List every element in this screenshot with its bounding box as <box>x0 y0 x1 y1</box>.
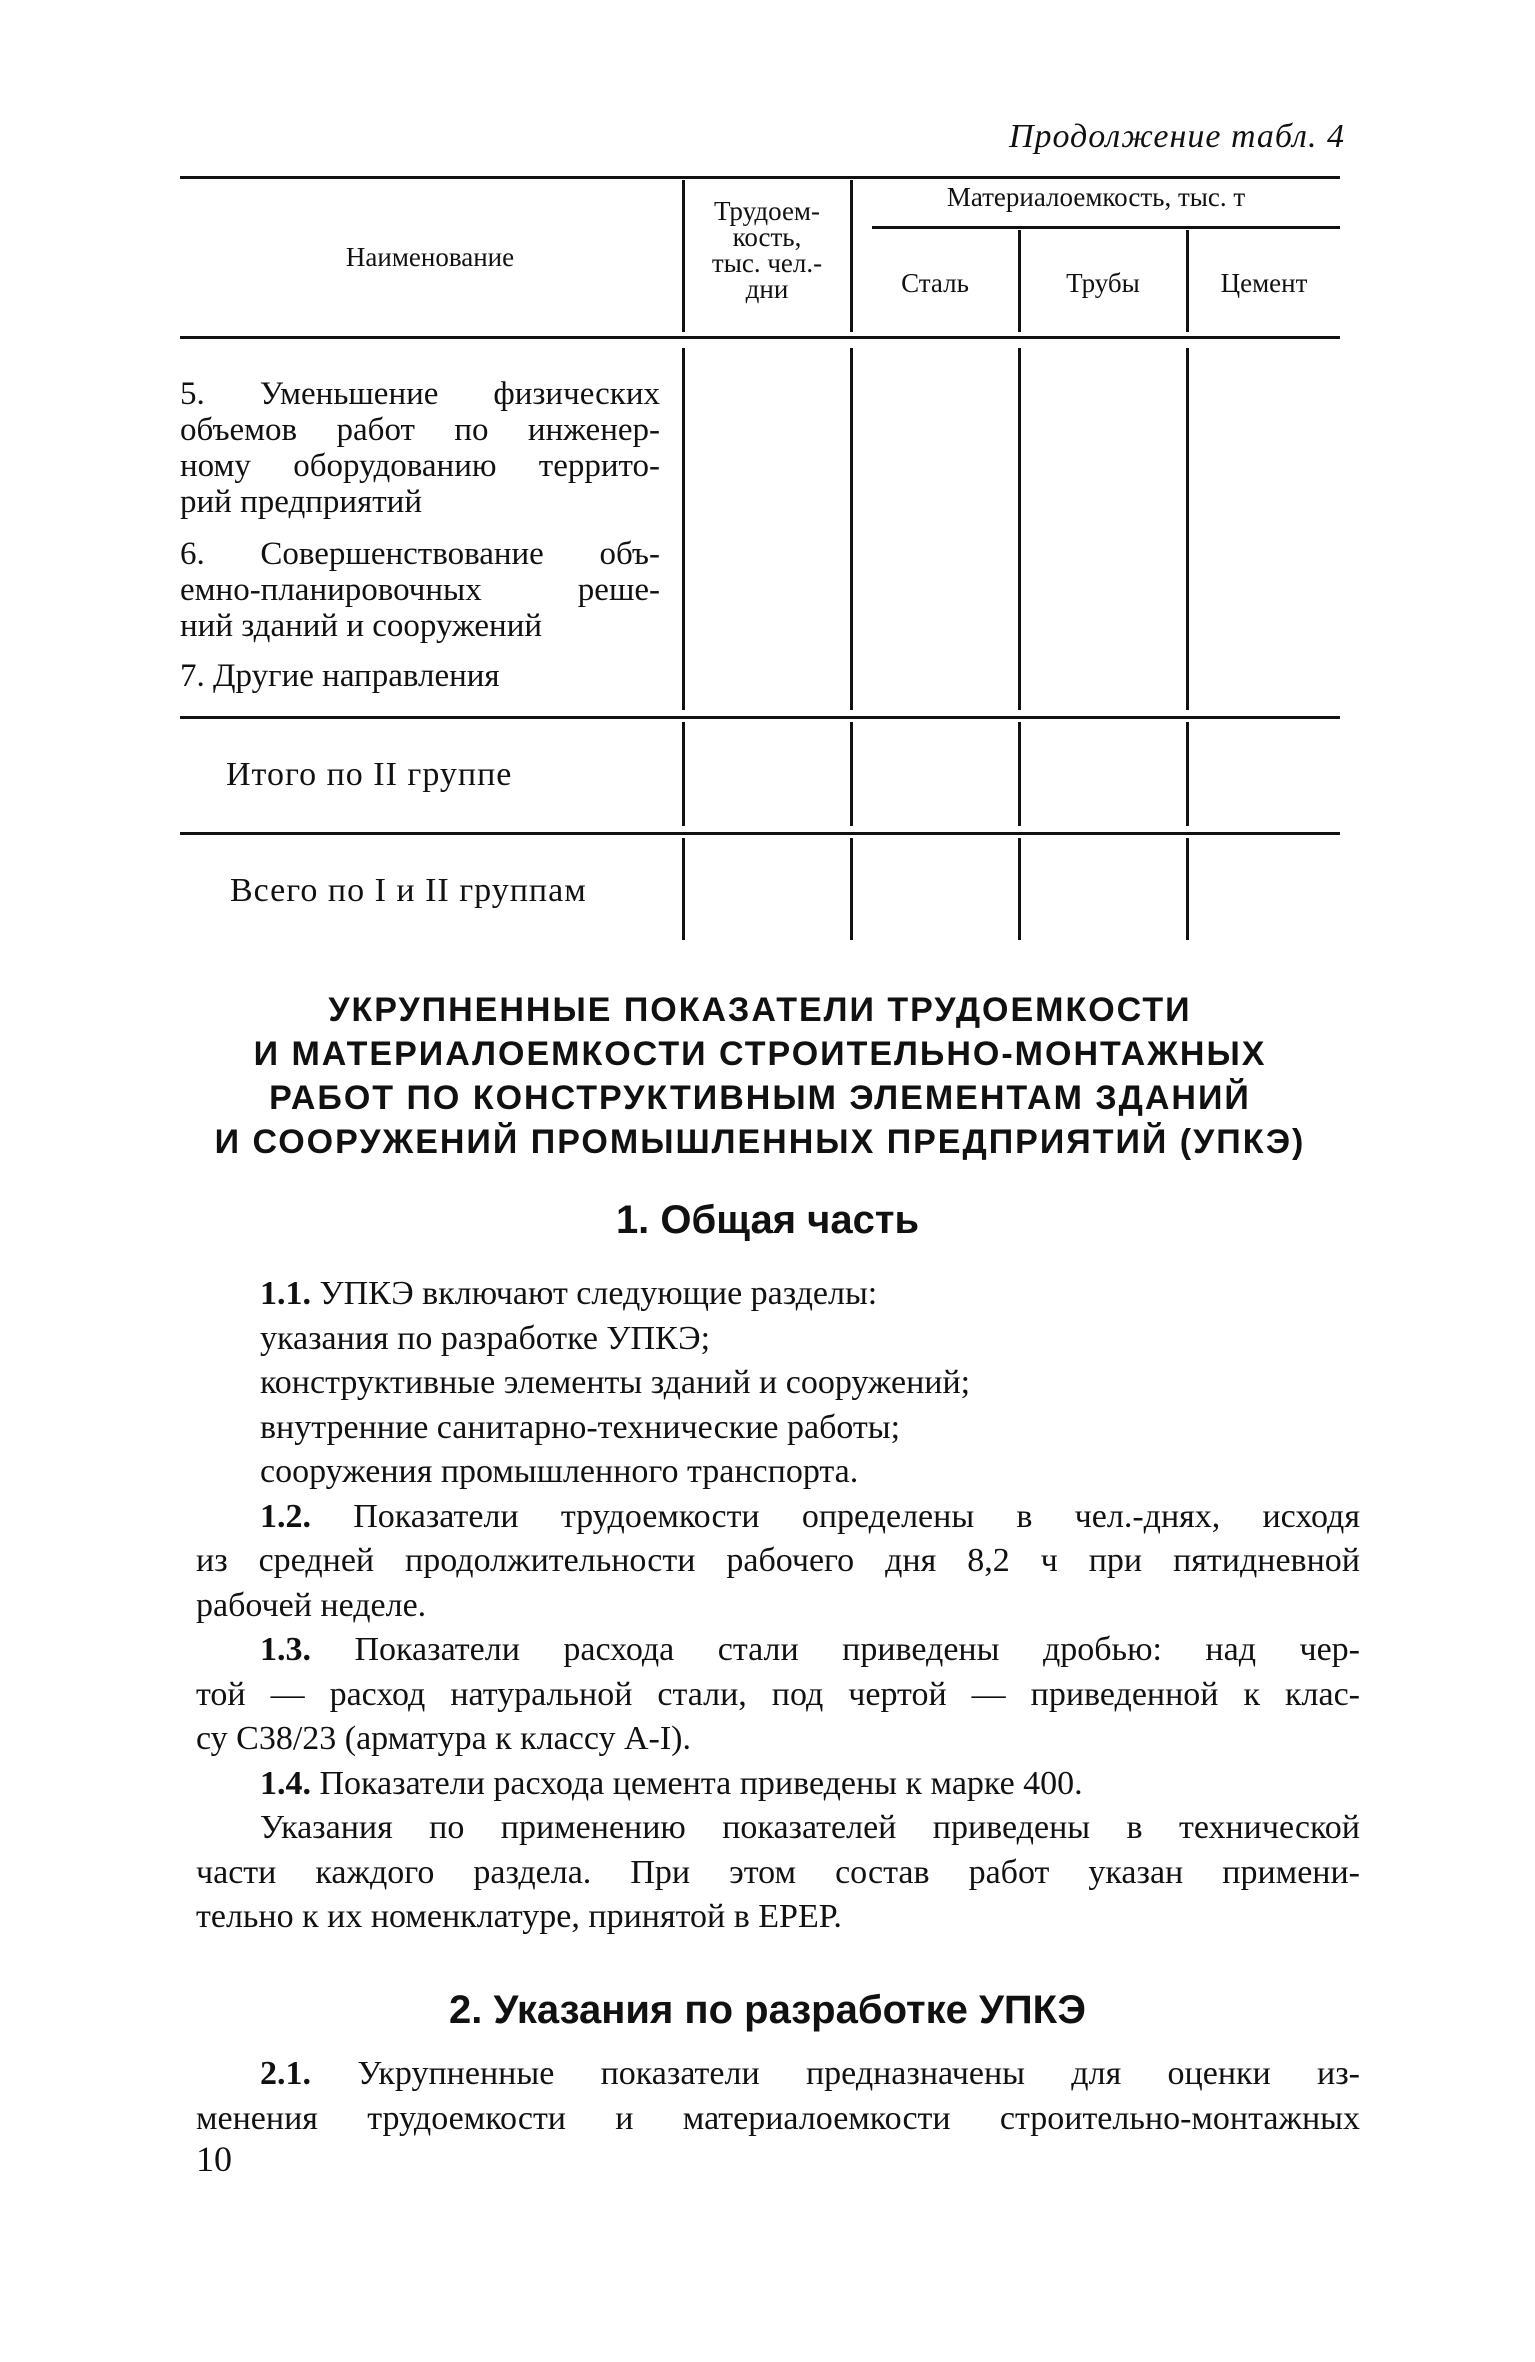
para-1-2-number: 1.2. <box>260 1497 311 1535</box>
row-5-line-3: ному оборудованию террито- <box>180 448 660 484</box>
para-2-1-number: 2.1. <box>260 2055 311 2092</box>
header-pipes: Трубы <box>1066 268 1140 298</box>
para-1-4-number: 1.4. <box>260 1764 311 1802</box>
grand-total-divider-4 <box>1186 838 1189 940</box>
header-name: Наименование <box>345 242 515 272</box>
total-groups-1-2: Всего по I и II группам <box>230 872 587 909</box>
para-2-1-line-2: менения трудоемкости и материалоемкости строительно-монтажных <box>196 2099 1360 2137</box>
total-divider-2 <box>850 722 853 826</box>
row-6-line-2: емно-планировочных реше- <box>180 572 660 608</box>
body-divider-2 <box>850 348 853 710</box>
para-1-3-line-2: той — расход натуральной стали, под чертой — приведенной к клас- <box>196 1675 1360 1713</box>
list-item-4: сооружения промышленного транспорта. <box>260 1453 859 1490</box>
grand-total-top-rule <box>180 832 1340 835</box>
header-cement: Цемент <box>1220 268 1308 298</box>
section-1-body <box>196 1272 1360 1940</box>
para-1-5-line-1: Указания по применению показателей приведены в технической <box>260 1809 1360 1846</box>
header-labor-line-1: Трудоем- <box>713 196 821 226</box>
para-1-3-line-1 <box>196 1628 1360 1673</box>
header-labor <box>685 198 849 302</box>
para-1-3-number: 1.3. <box>260 1631 311 1668</box>
row-6-line-1: 6. Совершенствование объ- <box>180 536 660 572</box>
header-labor-line-3: тыс. чел.- <box>711 248 823 278</box>
grand-total-divider-1 <box>682 838 685 940</box>
header-labor-line-4: дни <box>745 274 789 304</box>
continuation-label: Продолжение табл. 4 <box>1008 118 1345 155</box>
section-title <box>150 988 1370 1164</box>
page-number: 10 <box>196 2139 232 2179</box>
table-top-rule <box>180 176 1340 179</box>
title-line-4: И СООРУЖЕНИЙ ПРОМЫШЛЕННЫХ ПРЕДПРИЯТИЙ (УПКЭ) <box>214 1123 1306 1161</box>
header-bottom-rule <box>180 336 1340 339</box>
list-item-3: внутренние санитарно-технические работы; <box>260 1408 901 1446</box>
row-5-line-1: 5. Уменьшение физических <box>180 376 660 412</box>
row-5-line-2: объемов работ по инженер- <box>180 412 660 448</box>
total-divider-4 <box>1186 722 1189 826</box>
para-1-2-line-1 <box>196 1495 1360 1540</box>
total-divider-3 <box>1018 722 1021 826</box>
para-1-2-line-3: рабочей неделе. <box>196 1586 427 1624</box>
para-1-2-text-1: Показатели трудоемкости определены в чел.-днях, исходя <box>353 1497 1360 1535</box>
table-row-5 <box>180 376 660 520</box>
row-6-line-3: ний зданий и сооружений <box>180 608 543 644</box>
header-material-group: Материалоемкость, тыс. т <box>946 182 1246 212</box>
para-1-3-text-1: Показатели расхода стали приведены дробью: над чер- <box>354 1631 1361 1668</box>
body-divider-4 <box>1186 348 1189 710</box>
para-1-4-line-1 <box>196 1762 1360 1807</box>
table-row-7 <box>180 658 660 694</box>
heading-development-instructions: 2. Указания по разработке УПКЭ <box>449 1988 1086 2032</box>
total-divider-1 <box>682 722 685 826</box>
title-line-3: РАБОТ ПО КОНСТРУКТИВНЫМ ЭЛЕМЕНТАМ ЗДАНИЙ <box>269 1079 1251 1117</box>
row-5-line-4: рий предприятий <box>180 484 422 520</box>
section-2-body <box>196 2052 1360 2141</box>
para-1-4-text-1: Показатели расхода цемента приведены к марке 400. <box>319 1764 1083 1802</box>
para-1-1-first: УПКЭ включают следующие разделы: <box>319 1275 878 1312</box>
para-2-1-line-1 <box>196 2052 1360 2097</box>
para-1-1-line-1 <box>196 1272 1360 1317</box>
header-steel: Сталь <box>901 268 969 298</box>
heading-general-part: 1. Общая часть <box>615 1198 920 1242</box>
para-1-1-number: 1.1. <box>260 1275 311 1312</box>
total-group-2: Итого по II группе <box>226 756 513 793</box>
list-item-2: конструктивные элементы зданий и сооружений; <box>260 1364 971 1401</box>
para-1-3-line-3: су С38/23 (арматура к классу А-I). <box>196 1720 692 1757</box>
total-top-rule <box>180 716 1340 719</box>
para-1-5-line-2: части каждого раздела. При этом состав работ указан примени- <box>196 1853 1360 1891</box>
material-subheader-rule <box>872 226 1340 229</box>
para-1-2-line-2: из средней продолжительности рабочего дня 8,2 ч при пятидневной <box>196 1542 1360 1579</box>
list-item-1: указания по разработке УПКЭ; <box>260 1319 711 1357</box>
grand-total-divider-2 <box>850 838 853 940</box>
title-line-2: И МАТЕРИАЛОЕМКОСТИ СТРОИТЕЛЬНО-МОНТАЖНЫХ <box>253 1035 1267 1073</box>
para-1-5-line-3: тельно к их номенклатуре, принятой в ЕРЕР. <box>196 1898 842 1935</box>
table-row-6 <box>180 536 660 644</box>
row-7-line-1: 7. Другие направления <box>180 658 500 694</box>
body-divider-3 <box>1018 348 1021 710</box>
header-labor-line-2: кость, <box>732 222 802 252</box>
para-2-1-text-1: Укрупненные показатели предназначены для оценки из- <box>357 2055 1361 2092</box>
body-divider-1 <box>682 348 685 710</box>
title-line-1: УКРУПНЕННЫЕ ПОКАЗАТЕЛИ ТРУДОЕМКОСТИ <box>328 991 1192 1029</box>
grand-total-divider-3 <box>1018 838 1021 940</box>
